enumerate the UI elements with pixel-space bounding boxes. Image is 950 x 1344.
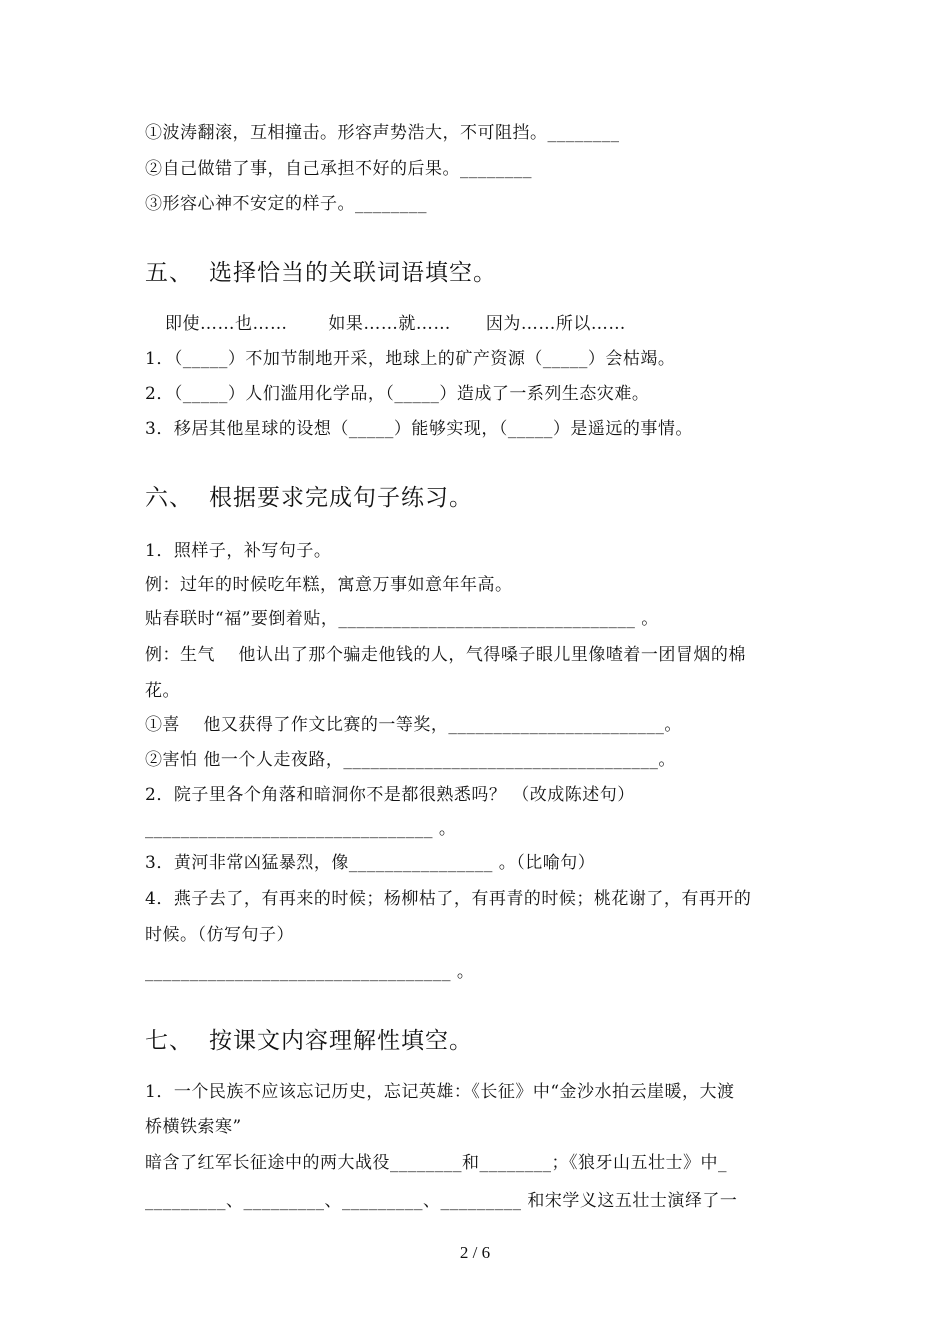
idiom-question-1: ①波涛翻滚，互相撞击。形容声势浩大，不可阻挡。________ <box>145 123 620 143</box>
idiom-question-2: ②自己做错了事，自己承担不好的后果。________ <box>145 159 532 179</box>
section-five-title: 选择恰当的关联词语填空。 <box>209 260 497 286</box>
section-seven-heading <box>145 1026 473 1056</box>
sentence-line: 贴春联时“福”要倒着贴，_________________________________ 。 <box>145 609 659 629</box>
fill-line: 暗含了红军长征途中的两大战役________和________；《狼牙山五壮士》中_ <box>145 1153 727 1173</box>
section-six-heading <box>145 483 473 513</box>
sentence-line: __________________________________ 。 <box>145 962 475 982</box>
section-five-heading <box>145 258 497 288</box>
conjunction-question-2: 2．（_____）人们滥用化学品，（_____）造成了一系列生态灾难。 <box>145 384 650 404</box>
sentence-line: ①喜 他又获得了作文比赛的一等奖，________________________。 <box>145 715 682 735</box>
fill-line: _________、_________、_________、_________ 和宋学义这五壮士演绎了一 <box>145 1191 738 1211</box>
sentence-line: ②害怕 他一个人走夜路，___________________________________。 <box>145 750 676 770</box>
section-five-number: 五、 <box>145 260 193 286</box>
sentence-line: 4．燕子去了，有再来的时候；杨柳枯了，有再青的时候；桃花谢了，有再开的 <box>145 889 752 909</box>
sentence-line: 3．黄河非常凶猛暴烈，像________________ 。（比喻句） <box>145 853 596 873</box>
page-number: 2 / 6 <box>459 1243 491 1262</box>
sentence-line: 例：生气 他认出了那个骗走他钱的人，气得嗓子眼儿里像喳着一团冒烟的棉 <box>145 645 746 665</box>
fill-line: 桥横铁索寒” <box>145 1117 242 1137</box>
conjunction-options: 即使……也…… 如果……就…… 因为……所以…… <box>165 314 626 334</box>
section-six-number: 六、 <box>145 485 193 511</box>
conjunction-question-1: 1．（_____）不加节制地开采，地球上的矿产资源（_____）会枯竭。 <box>145 349 676 369</box>
sentence-line: ________________________________ 。 <box>145 819 457 839</box>
sentence-line: 花。 <box>145 681 180 701</box>
sentence-line: 1．照样子，补写句子。 <box>145 541 332 561</box>
section-seven-title: 按课文内容理解性填空。 <box>209 1028 473 1054</box>
sentence-line: 例：过年的时候吃年糕，寓意万事如意年年高。 <box>145 575 513 595</box>
section-seven-number: 七、 <box>145 1028 193 1054</box>
sentence-line: 时候。（仿写句子） <box>145 925 294 945</box>
sentence-line: 2．院子里各个角落和暗洞你不是都很熟悉吗？ （改成陈述句） <box>145 785 635 805</box>
fill-line: 1．一个民族不应该忘记历史，忘记英雄：《长征》中“金沙水拍云崖暖，大渡 <box>145 1082 735 1102</box>
section-six-title: 根据要求完成句子练习。 <box>209 485 473 511</box>
conjunction-question-3: 3．移居其他星球的设想（_____）能够实现，（_____）是遥远的事情。 <box>145 419 693 439</box>
idiom-question-3: ③形容心神不安定的样子。________ <box>145 194 427 214</box>
